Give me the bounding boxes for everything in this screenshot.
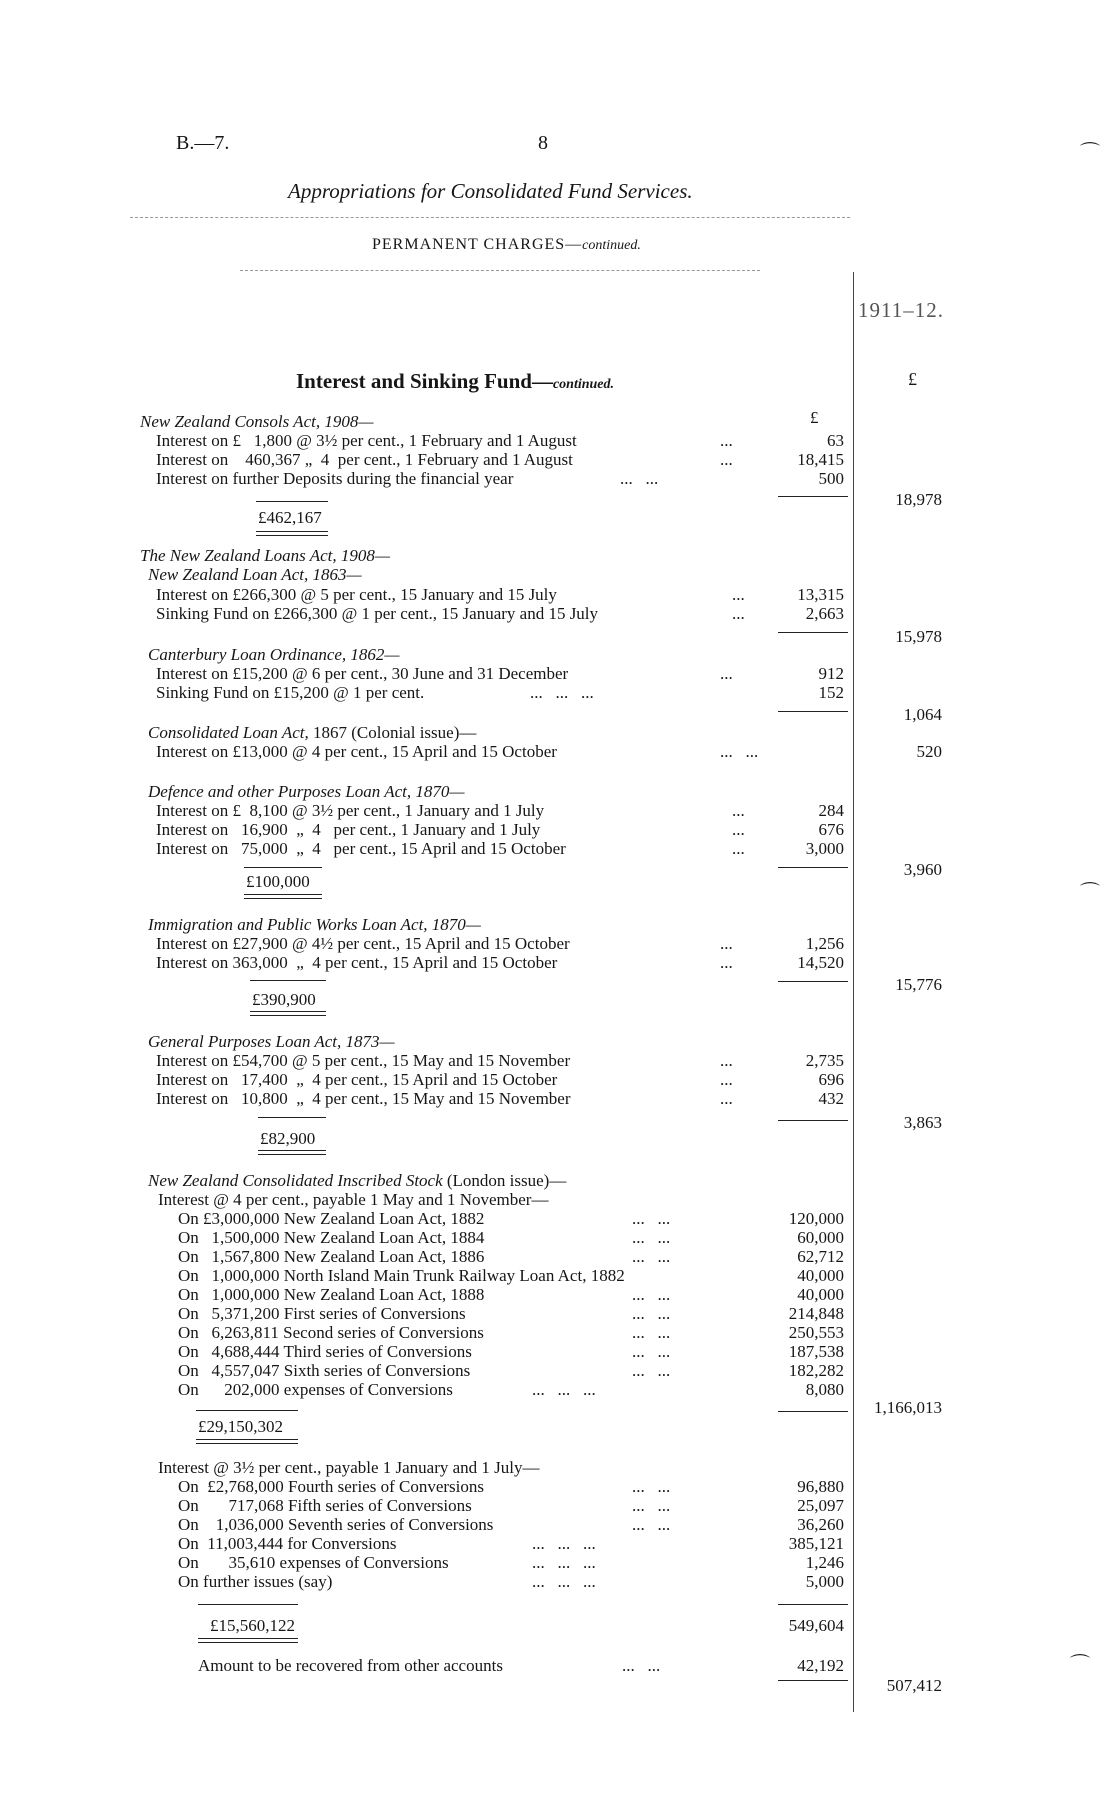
double-rule (256, 531, 328, 536)
page-subtitle: PERMANENT CHARGES—continued. (372, 236, 641, 253)
block-heading: Consolidated Loan Act, 1867 (Colonial issue)— (148, 723, 477, 742)
block-total: 3,863 (903, 1113, 942, 1132)
block-heading: New Zealand Consolidated Inscribed Stock (London issue)— (148, 1171, 567, 1190)
rule (778, 496, 848, 497)
block-heading: Canterbury Loan Ordinance, 1862— (148, 645, 400, 664)
block-heading: Defence and other Purposes Loan Act, 1870— (148, 782, 465, 801)
block-heading: General Purposes Loan Act, 1873— (148, 1032, 395, 1051)
double-rule (198, 1638, 298, 1643)
rule (778, 711, 848, 712)
block-total: 15,978 (895, 627, 942, 646)
block-total: 3,960 (903, 860, 942, 879)
currency-total-heading: £ (908, 369, 917, 389)
section-title: Interest and Sinking Fund—continued. (296, 369, 615, 393)
rule (258, 1117, 326, 1118)
rule (778, 867, 848, 868)
block-total: 520 (916, 742, 942, 761)
rule (250, 980, 326, 981)
rule (778, 1604, 848, 1605)
block-total: 1,166,013 (874, 1398, 942, 1417)
block-heading: The New Zealand Loans Act, 1908— (140, 546, 390, 565)
rule (778, 1120, 848, 1121)
rule (778, 981, 848, 982)
subtotal: 549,604 (788, 1616, 844, 1635)
double-rule (196, 1439, 298, 1444)
block-subheading: Interest @ 4 per cent., payable 1 May and 1 November— (158, 1190, 549, 1209)
capital-total: £29,150,302 (198, 1417, 283, 1436)
column-rule (853, 272, 854, 1712)
block-total: 507,412 (886, 1676, 942, 1695)
rule (244, 867, 322, 868)
rule (778, 1411, 848, 1412)
rule (778, 632, 848, 633)
capital-total: £462,167 (258, 508, 322, 527)
rule (198, 1604, 298, 1605)
margin-mark: ⌒ (1080, 142, 1100, 164)
rule (256, 501, 328, 502)
double-rule (244, 894, 322, 899)
block-heading: New Zealand Consols Act, 1908— (140, 412, 374, 431)
page-number: 8 (538, 132, 548, 154)
divider (130, 217, 850, 218)
double-rule (258, 1150, 326, 1155)
block-heading: Immigration and Public Works Loan Act, 1870— (148, 915, 481, 934)
block-total: 18,978 (895, 490, 942, 509)
block-subheading: Interest @ 3½ per cent., payable 1 January and 1 July— (158, 1458, 540, 1477)
rule (778, 1680, 848, 1681)
margin-mark: ⌒ (1080, 882, 1100, 904)
capital-total: £100,000 (246, 872, 310, 891)
year-heading: 1911–12. (858, 298, 944, 322)
capital-total: £82,900 (260, 1129, 316, 1148)
currency-column-heading: £ (810, 408, 819, 427)
page-title: Appropriations for Consolidated Fund Services. (288, 179, 693, 203)
document-ref: B.—7. (176, 132, 230, 154)
capital-total: £15,560,122 (210, 1616, 295, 1635)
double-rule (250, 1011, 326, 1016)
capital-total: £390,900 (252, 990, 316, 1009)
margin-mark: ⌒ (1070, 1654, 1090, 1676)
divider (240, 270, 760, 271)
block-subheading: New Zealand Loan Act, 1863— (148, 565, 362, 584)
block-total: 15,776 (895, 975, 942, 994)
rule (196, 1410, 298, 1411)
block-total: 1,064 (903, 705, 942, 724)
